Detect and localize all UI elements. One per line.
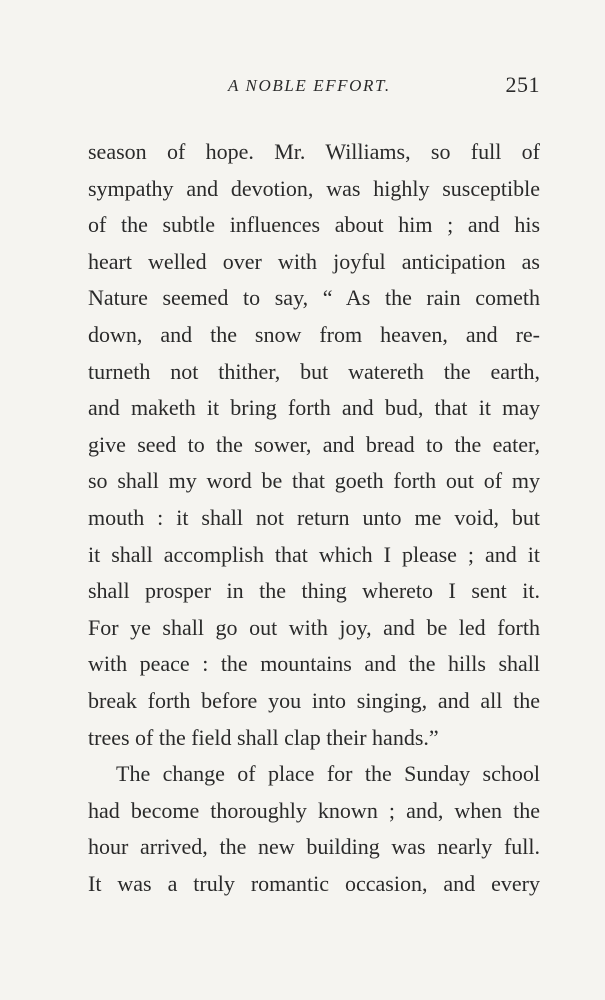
text-line: Nature seemed to say, “ As the rain cometh xyxy=(88,285,540,311)
text-line: For ye shall go out with joy, and be led forth xyxy=(88,614,540,640)
body-text xyxy=(88,134,540,902)
text-line: sympathy and devotion, was highly susceptible xyxy=(88,175,540,201)
text-line: shall prosper in the thing whereto I sent it. xyxy=(88,578,540,604)
page-number: 251 xyxy=(505,72,540,97)
text-line: and maketh it bring forth and bud, that it may xyxy=(88,395,540,421)
text-line: with peace : the mountains and the hills shall xyxy=(88,651,540,677)
text-line: give seed to the sower, and bread to the eater, xyxy=(88,431,540,457)
page-header xyxy=(88,72,540,106)
text-line: It was a truly romantic occasion, and every xyxy=(88,870,540,896)
text-line: turneth not thither, but watereth the earth, xyxy=(88,358,540,384)
text-line: down, and the snow from heaven, and re- xyxy=(88,321,540,347)
paragraph-end-line: trees of the field shall clap their hands.” xyxy=(88,724,439,750)
paragraph-start-line: The change of place for the Sunday school xyxy=(116,761,540,787)
text-line: of the subtle influences about him ; and his xyxy=(88,212,540,238)
text-line: mouth : it shall not return unto me void, but xyxy=(88,504,540,530)
text-line: it shall accomplish that which I please ; and it xyxy=(88,541,540,567)
text-line: so shall my word be that goeth forth out of my xyxy=(88,468,540,494)
text-line: had become thoroughly known ; and, when the xyxy=(88,797,540,823)
text-line: hour arrived, the new building was nearly full. xyxy=(88,834,540,860)
running-title: A NOBLE EFFORT. xyxy=(228,76,391,95)
text-line: season of hope. Mr. Williams, so full of xyxy=(88,139,540,164)
text-line: heart welled over with joyful anticipation as xyxy=(88,248,540,274)
text-line: break forth before you into singing, and all the xyxy=(88,687,540,713)
